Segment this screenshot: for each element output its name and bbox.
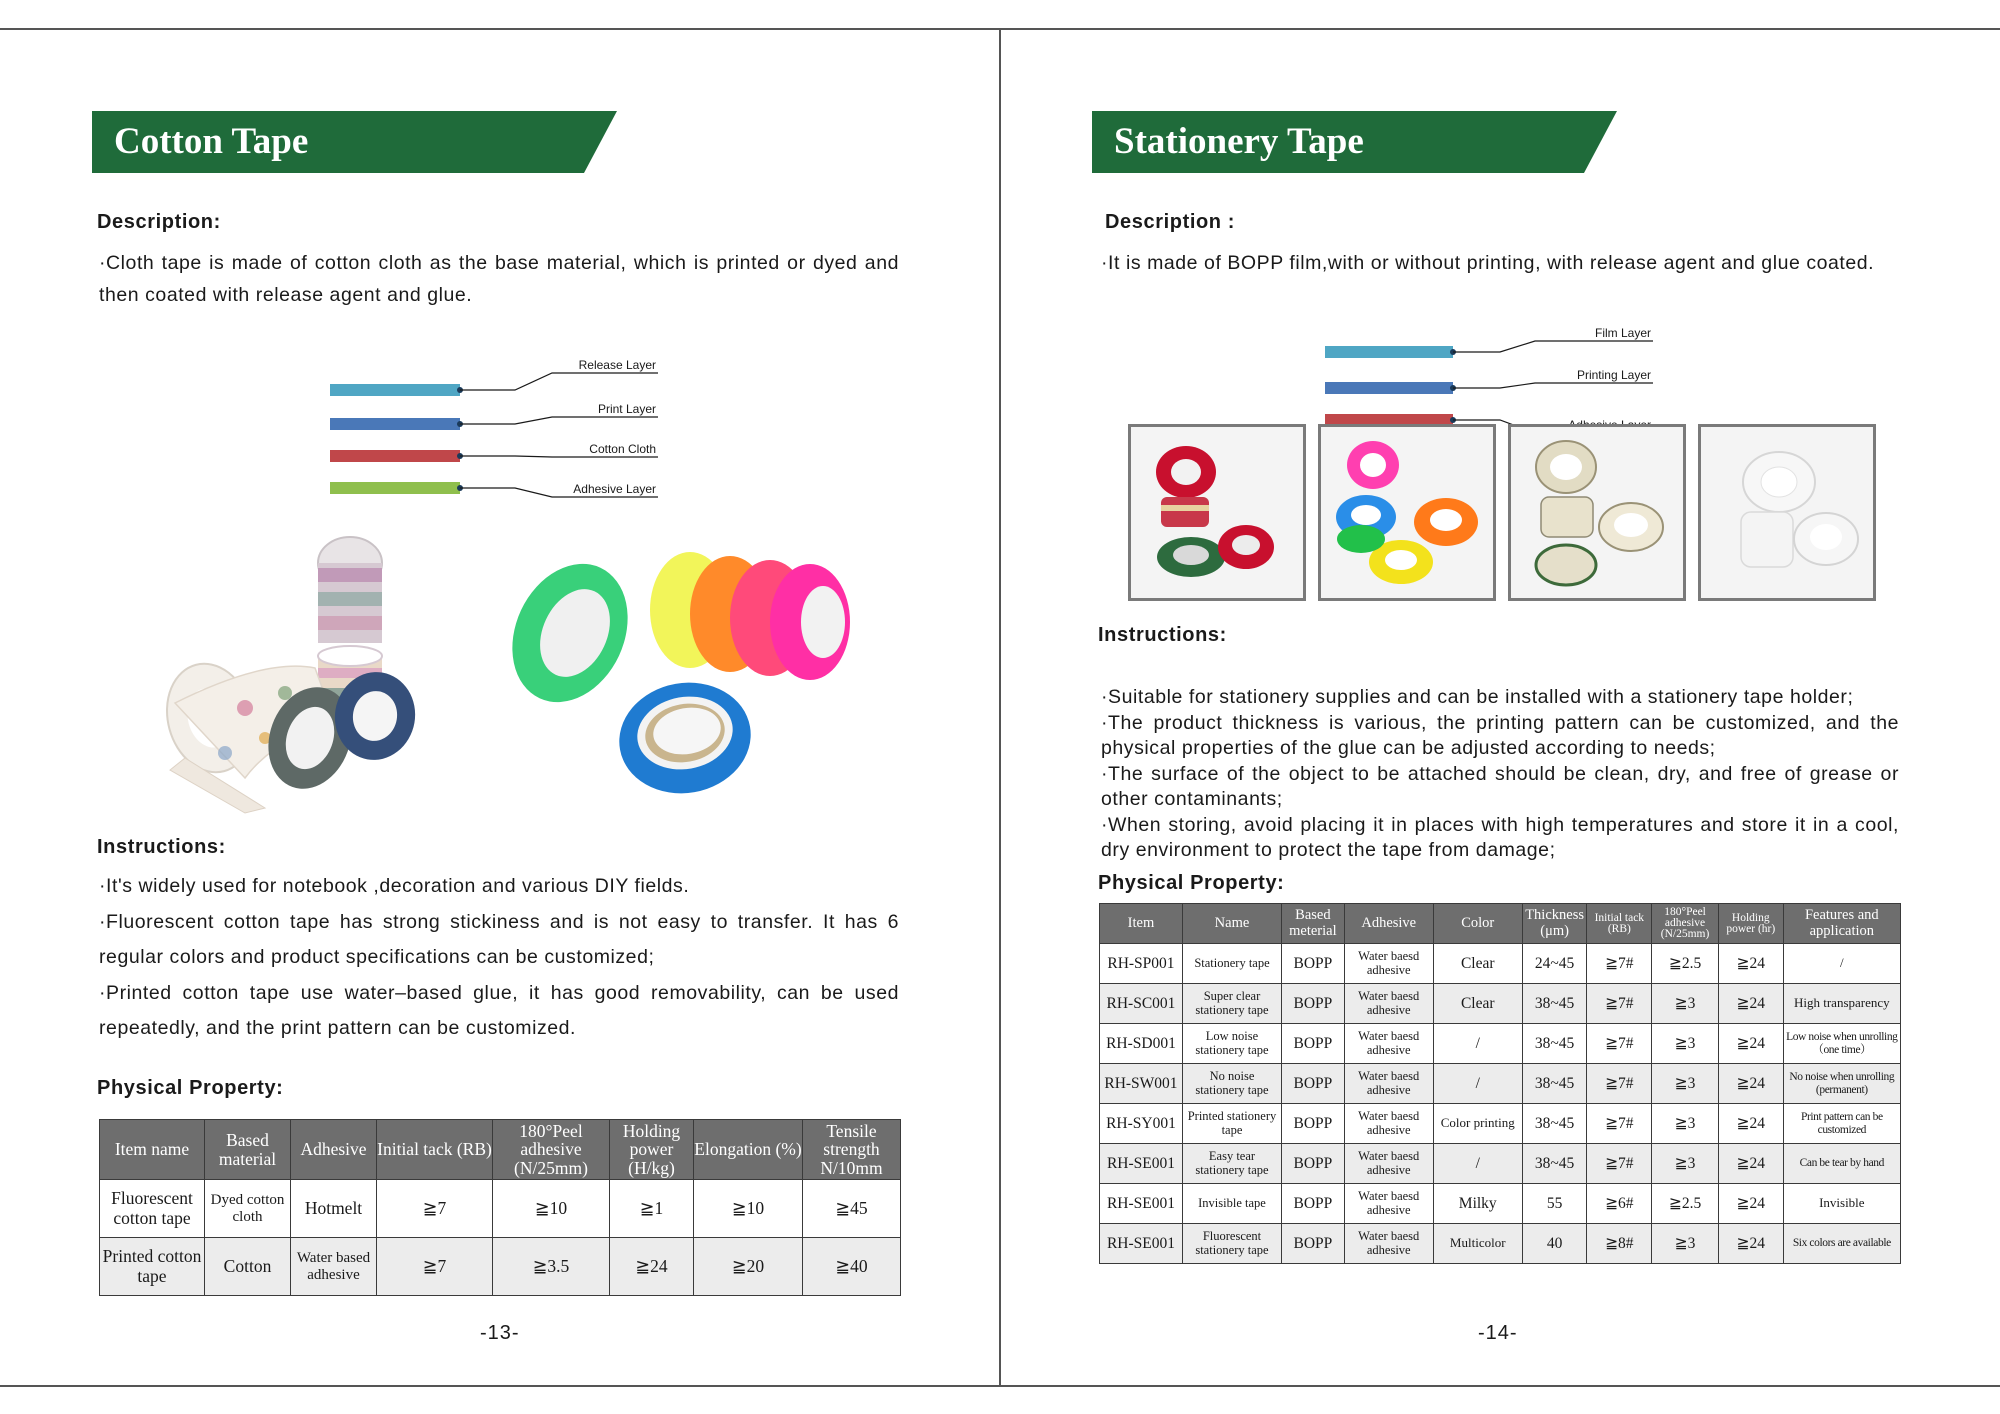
col-header: Elongation (%) xyxy=(694,1120,803,1180)
table-cell: ≧24 xyxy=(610,1238,694,1296)
product-thumbnail-invisible-tape xyxy=(1698,424,1876,601)
layer-leader-line xyxy=(460,456,658,457)
table-cell: / xyxy=(1433,1144,1522,1184)
instruction-item: ·Suitable for stationery supplies and can be installed with a stationery tape holder; xyxy=(1101,686,1854,708)
table-cell: High transparency xyxy=(1783,984,1900,1024)
col-header: Adhesive xyxy=(1344,904,1433,944)
instructions-text xyxy=(1101,685,1899,864)
table-cell: Dyed cotton cloth xyxy=(205,1180,291,1238)
table-cell: Water baesd adhesive xyxy=(1344,944,1433,984)
table-cell: Low noise when unrolling（one time） xyxy=(1783,1024,1900,1064)
table-cell: BOPP xyxy=(1282,1224,1345,1264)
table-cell: ≧2.5 xyxy=(1652,1184,1719,1224)
layer-label: Printing Layer xyxy=(1576,368,1651,382)
table-row xyxy=(1100,944,1901,984)
description-text: ·It is made of BOPP film,with or without printing, with release agent and glue coated. xyxy=(1101,252,1875,274)
table-cell: ≧3 xyxy=(1652,1064,1719,1104)
col-header: Features and application xyxy=(1783,904,1900,944)
table-cell: Multicolor xyxy=(1433,1224,1522,1264)
table-cell: 40 xyxy=(1522,1224,1587,1264)
table-cell: Low noise stationery tape xyxy=(1182,1024,1281,1064)
layer-label: Release Layer xyxy=(578,358,656,372)
table-cell: ≧24 xyxy=(1718,984,1783,1024)
table-cell: / xyxy=(1433,1064,1522,1104)
table-cell: Printed stationery tape xyxy=(1182,1104,1281,1144)
table-cell: No noise when unrolling (permanent) xyxy=(1783,1064,1900,1104)
instructions-heading: Instructions: xyxy=(1098,624,1227,646)
layer-bar xyxy=(330,384,460,396)
table-row xyxy=(1100,1064,1901,1104)
table-cell: ≧7# xyxy=(1587,984,1652,1024)
table-cell: No noise stationery tape xyxy=(1182,1064,1281,1104)
product-thumbnail-color-tape xyxy=(1318,424,1496,601)
col-header: Name xyxy=(1182,904,1281,944)
table-cell: ≧20 xyxy=(694,1238,803,1296)
col-header: Holding power (hr) xyxy=(1718,904,1783,944)
table-cell: Water baesd adhesive xyxy=(1344,1184,1433,1224)
table-cell: ≧24 xyxy=(1718,1144,1783,1184)
table-cell: Fluorescent stationery tape xyxy=(1182,1224,1281,1264)
physical-property-heading: Physical Property: xyxy=(1098,872,1285,894)
layer-label: Film Layer xyxy=(1594,326,1651,340)
physical-property-heading: Physical Property: xyxy=(97,1077,284,1099)
table-cell: / xyxy=(1783,944,1900,984)
layer-leader-line xyxy=(1453,341,1653,352)
table-cell: ≧7 xyxy=(377,1238,493,1296)
page-title: Stationery Tape xyxy=(1114,121,1364,162)
layer-leader-line xyxy=(460,417,658,424)
layer-label: Print Layer xyxy=(597,402,656,416)
col-header: Thickness (μm) xyxy=(1522,904,1587,944)
table-cell: BOPP xyxy=(1282,944,1345,984)
table-cell: Water baesd adhesive xyxy=(1344,1024,1433,1064)
table-cell: ≧24 xyxy=(1718,1104,1783,1144)
table-row xyxy=(1100,1144,1901,1184)
cotton-tape-banner xyxy=(92,111,617,173)
table-cell: ≧2.5 xyxy=(1652,944,1719,984)
product-thumbnail-printed-tape xyxy=(1128,424,1306,601)
instruction-item: ·The surface of the object to be attached should be clean, dry, and free of grease or other contaminants; xyxy=(1101,762,1899,810)
table-cell: Invisible tape xyxy=(1182,1184,1281,1224)
table-cell: 38~45 xyxy=(1522,984,1587,1024)
table-cell: Printed cotton tape xyxy=(100,1238,205,1296)
table-cell: Fluorescent cotton tape xyxy=(100,1180,205,1238)
instruction-item: ·It's widely used for notebook ,decoration and various DIY fields. xyxy=(99,875,690,897)
table-cell: Milky xyxy=(1433,1184,1522,1224)
instruction-item: ·Printed cotton tape use water–based glue, it has good removability, can be used repeatedly, and the print pattern can be customized. xyxy=(99,981,899,1039)
table-cell: ≧24 xyxy=(1718,1024,1783,1064)
table-cell: ≧45 xyxy=(803,1180,901,1238)
table-cell: ≧3 xyxy=(1652,1144,1719,1184)
table-cell: ≧7# xyxy=(1587,944,1652,984)
table-cell: 24~45 xyxy=(1522,944,1587,984)
table-cell: Water baesd adhesive xyxy=(1344,1104,1433,1144)
table-cell: 38~45 xyxy=(1522,1064,1587,1104)
table-cell: ≧10 xyxy=(694,1180,803,1238)
cotton-tape-product-photo xyxy=(125,508,865,818)
table-cell: 38~45 xyxy=(1522,1104,1587,1144)
table-header-row xyxy=(100,1120,901,1180)
table-cell: Hotmelt xyxy=(291,1180,377,1238)
table-cell: ≧3 xyxy=(1652,1104,1719,1144)
table-header-row xyxy=(1100,904,1901,944)
table-cell: ≧7 xyxy=(377,1180,493,1238)
table-cell: Six colors are available xyxy=(1783,1224,1900,1264)
table-row xyxy=(1100,1024,1901,1064)
description-heading: Description: xyxy=(97,211,221,233)
col-header: Item name xyxy=(100,1120,205,1180)
col-header: Adhesive xyxy=(291,1120,377,1180)
table-cell: Water based adhesive xyxy=(291,1238,377,1296)
instruction-item: ·The product thickness is various, the printing pattern can be customized, and the physical properties of the glue can be adjusted according to needs; xyxy=(1101,711,1899,759)
table-cell: Cotton xyxy=(205,1238,291,1296)
table-cell: BOPP xyxy=(1282,1104,1345,1144)
description-text: ·Cloth tape is made of cotton cloth as the base material, which is printed or dyed and then coated with release agent and glue. xyxy=(99,252,899,306)
description-heading: Description : xyxy=(1105,211,1236,233)
table-cell: Can be tear by hand xyxy=(1783,1144,1900,1184)
table-row xyxy=(100,1180,901,1238)
layer-bar xyxy=(330,450,460,462)
page-13 xyxy=(0,30,1000,1386)
layer-bar xyxy=(330,482,460,494)
instructions-heading: Instructions: xyxy=(97,836,226,858)
table-cell: 55 xyxy=(1522,1184,1587,1224)
table-cell: BOPP xyxy=(1282,1184,1345,1224)
layer-label: Cotton Cloth xyxy=(589,442,656,456)
layer-bar xyxy=(1325,382,1453,394)
table-cell: ≧7# xyxy=(1587,1064,1652,1104)
page-title: Cotton Tape xyxy=(114,121,309,162)
layer-bar xyxy=(1325,346,1453,358)
table-cell: Easy tear stationery tape xyxy=(1182,1144,1281,1184)
table-cell: RH-SE001 xyxy=(1100,1144,1183,1184)
table-cell: Invisible xyxy=(1783,1184,1900,1224)
table-cell: RH-SD001 xyxy=(1100,1024,1183,1064)
table-cell: / xyxy=(1433,1024,1522,1064)
table-row xyxy=(1100,984,1901,1024)
table-cell: ≧3.5 xyxy=(493,1238,610,1296)
table-cell: Water baesd adhesive xyxy=(1344,984,1433,1024)
instruction-item: ·Fluorescent cotton tape has strong stickiness and is not easy to transfer. It has 6 regular colors and product specifications can be customized; xyxy=(99,910,899,968)
table-cell: ≧24 xyxy=(1718,944,1783,984)
cotton-property-table xyxy=(99,1119,901,1296)
table-cell: ≧24 xyxy=(1718,1064,1783,1104)
table-cell: RH-SW001 xyxy=(1100,1064,1183,1104)
instructions-text xyxy=(99,869,899,1047)
page-14 xyxy=(1000,30,2000,1386)
printed-cotton-tape-rolls xyxy=(155,537,422,813)
col-header: Initial tack (RB) xyxy=(1587,904,1652,944)
col-header: Color xyxy=(1433,904,1522,944)
col-header: Item xyxy=(1100,904,1183,944)
col-header: 180°Peel adhesive (N/25mm) xyxy=(493,1120,610,1180)
col-header: Tensile strength N/10mm xyxy=(803,1120,901,1180)
table-row xyxy=(1100,1224,1901,1264)
page-number: -13- xyxy=(480,1322,520,1344)
product-thumbnail-clear-tape xyxy=(1508,424,1686,601)
col-header: Initial tack (RB) xyxy=(377,1120,493,1180)
table-cell: ≧3 xyxy=(1652,1224,1719,1264)
layer-bar xyxy=(330,418,460,430)
table-cell: BOPP xyxy=(1282,984,1345,1024)
table-cell: BOPP xyxy=(1282,1144,1345,1184)
table-cell: ≧7# xyxy=(1587,1104,1652,1144)
table-cell: ≧3 xyxy=(1652,984,1719,1024)
stationery-property-table xyxy=(1099,903,1901,1264)
table-row xyxy=(1100,1104,1901,1144)
fluorescent-cotton-tape-rolls xyxy=(491,545,850,804)
cotton-layer-diagram xyxy=(330,326,670,506)
table-cell: ≧7# xyxy=(1587,1144,1652,1184)
layer-label: Adhesive Layer xyxy=(573,482,656,496)
table-cell: ≧40 xyxy=(803,1238,901,1296)
stationery-tape-banner xyxy=(1092,111,1617,173)
table-cell: Stationery tape xyxy=(1182,944,1281,984)
table-cell: RH-SP001 xyxy=(1100,944,1183,984)
col-header: Based meterial xyxy=(1282,904,1345,944)
table-cell: RH-SE001 xyxy=(1100,1224,1183,1264)
layer-leader-line xyxy=(1453,383,1653,388)
table-cell: Water baesd adhesive xyxy=(1344,1224,1433,1264)
table-cell: Water baesd adhesive xyxy=(1344,1064,1433,1104)
table-cell: RH-SE001 xyxy=(1100,1184,1183,1224)
table-cell: ≧3 xyxy=(1652,1024,1719,1064)
table-row xyxy=(1100,1184,1901,1224)
table-cell: ≧1 xyxy=(610,1180,694,1238)
table-cell: Color printing xyxy=(1433,1104,1522,1144)
instruction-item: ·When storing, avoid placing it in places with high temperatures and store it in a cool, dry environment to protect the tape from damage; xyxy=(1101,813,1899,861)
col-header: 180°Peel adhesive (N/25mm) xyxy=(1652,904,1719,944)
table-cell: ≧24 xyxy=(1718,1184,1783,1224)
table-cell: BOPP xyxy=(1282,1024,1345,1064)
table-cell: 38~45 xyxy=(1522,1144,1587,1184)
col-header: Holding power (H/kg) xyxy=(610,1120,694,1180)
table-cell: RH-SY001 xyxy=(1100,1104,1183,1144)
table-cell: 38~45 xyxy=(1522,1024,1587,1064)
table-cell: ≧24 xyxy=(1718,1224,1783,1264)
table-cell: ≧6# xyxy=(1587,1184,1652,1224)
table-row xyxy=(100,1238,901,1296)
layer-leader-line xyxy=(460,373,658,390)
table-cell: ≧8# xyxy=(1587,1224,1652,1264)
table-cell: Clear xyxy=(1433,984,1522,1024)
table-cell: Print pattern can be customized xyxy=(1783,1104,1900,1144)
table-cell: ≧7# xyxy=(1587,1024,1652,1064)
col-header: Based material xyxy=(205,1120,291,1180)
table-cell: BOPP xyxy=(1282,1064,1345,1104)
table-cell: ≧10 xyxy=(493,1180,610,1238)
table-cell: Clear xyxy=(1433,944,1522,984)
table-cell: RH-SC001 xyxy=(1100,984,1183,1024)
page-number: -14- xyxy=(1478,1322,1518,1344)
table-cell: Super clear stationery tape xyxy=(1182,984,1281,1024)
table-cell: Water baesd adhesive xyxy=(1344,1144,1433,1184)
